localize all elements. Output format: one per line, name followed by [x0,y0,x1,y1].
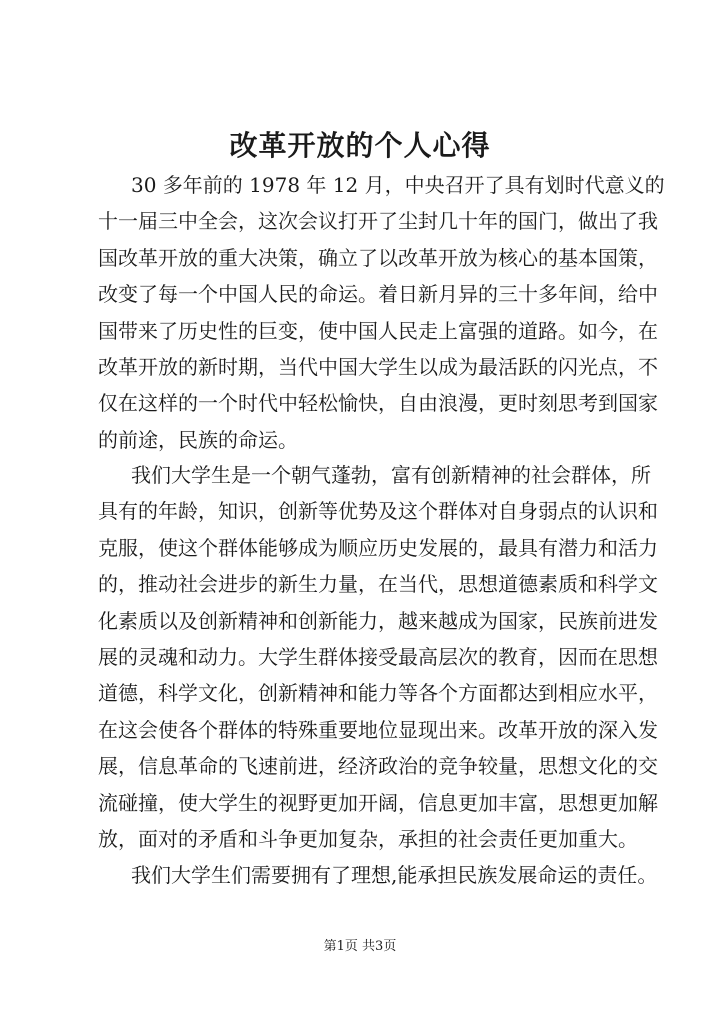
text-line: 改革开放的新时期，当代中国大学生以成为最活跃的闪光点，不 [98,354,658,379]
document-title: 改革开放的个人心得 [229,129,491,162]
text-line: 展的灵魂和动力。大学生群体接受最高层次的教育，因而在思想 [98,644,658,669]
text-line: 国带来了历史性的巨变，使中国人民走上富强的道路。如今，在 [98,318,658,343]
text-line: 化素质以及创新精神和创新能力，越来越成为国家，民族前进发 [98,608,658,633]
text-line: 我们大学生是一个朝气蓬勃，富有创新精神的社会群体，所 [131,463,651,487]
text-line: 在这会使各个群体的特殊重要地位显现出来。改革开放的深入发 [98,717,658,742]
text-line: 十一届三中全会，这次会议打开了尘封几十年的国门，做出了我 [98,209,658,234]
text-line: 流碰撞，使大学生的视野更加开阔，信息更加丰富，思想更加解 [98,790,658,815]
paragraph-2 [98,457,658,857]
paragraph-3 [98,857,658,893]
text-line: 30 多年前的 1978 年 12 月，中央召开了具有划时代意义的 [131,173,665,197]
text-line: 展，信息革命的飞速前进，经济政治的竞争较量，思想文化的交 [98,754,658,779]
page-number-footer: 第1页 共3页 [323,939,397,954]
text-line: 仅在这样的一个时代中轻松愉快，自由浪漫，更时刻思考到国家 [98,391,658,416]
text-line: 改变了每一个中国人民的命运。着日新月异的三十多年间，给中 [98,282,658,307]
text-line: 的前途，民族的命运。 [98,427,298,452]
text-line: 具有的年龄，知识，创新等优势及这个群体对自身弱点的认识和 [98,499,658,524]
paragraph-1 [98,167,665,458]
text-line: 放，面对的矛盾和斗争更加复杂，承担的社会责任更加重大。 [98,826,638,851]
text-line: 的，推动社会进步的新生力量，在当代，思想道德素质和科学文 [98,572,658,597]
text-line: 克服，使这个群体能够成为顺应历史发展的，最具有潜力和活力 [98,535,658,560]
text-line: 我们大学生们需要拥有了理想,能承担民族发展命运的责任。 [131,863,658,887]
text-line: 道德，科学文化，创新精神和能力等各个方面都达到相应水平， [98,681,658,706]
text-line: 国改革开放的重大决策，确立了以改革开放为核心的基本国策， [98,245,658,270]
